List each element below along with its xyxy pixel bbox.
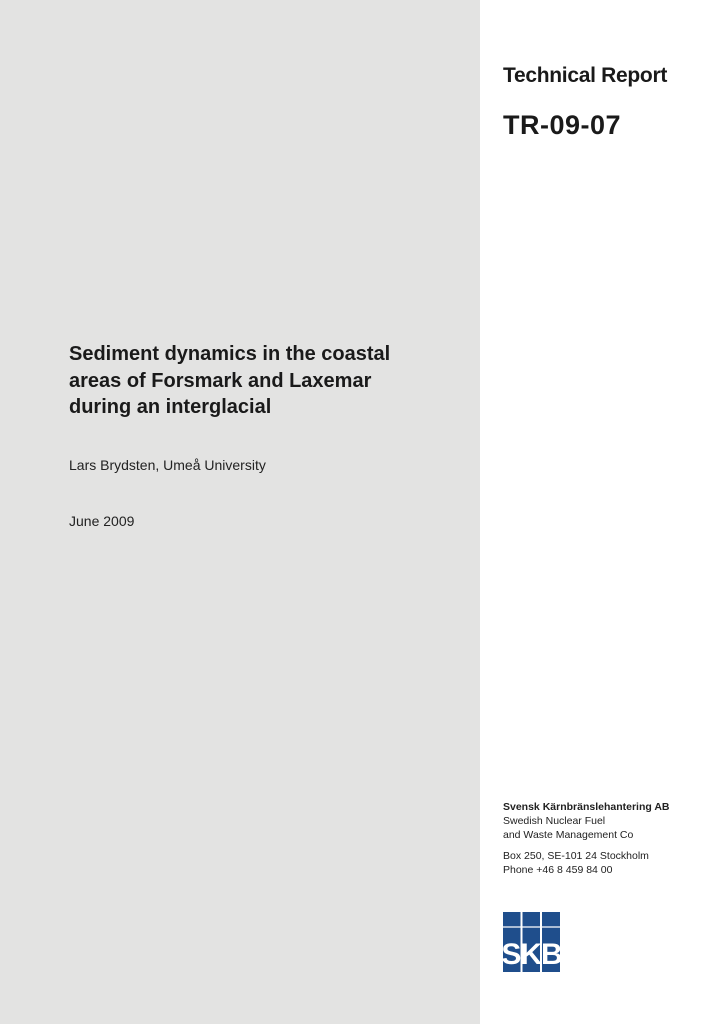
publisher-address: Box 250, SE-101 24 Stockholm bbox=[503, 850, 649, 862]
report-number: TR-09-07 bbox=[503, 110, 622, 140]
title-line: during an interglacial bbox=[69, 396, 272, 418]
skb-logo bbox=[503, 912, 560, 972]
title-line: areas of Forsmark and Laxemar bbox=[69, 369, 372, 392]
document-title bbox=[69, 341, 469, 421]
document-date: June 2009 bbox=[69, 513, 135, 529]
publisher-block bbox=[503, 800, 713, 877]
logo-text: SKB bbox=[503, 938, 560, 971]
publisher-description-line: and Waste Management Co bbox=[503, 829, 634, 841]
publisher-name: Svensk Kärnbränslehantering AB bbox=[503, 801, 670, 813]
publisher-phone: Phone +46 8 459 84 00 bbox=[503, 864, 613, 876]
publisher-description-line: Swedish Nuclear Fuel bbox=[503, 815, 606, 827]
title-line: Sediment dynamics in the coastal bbox=[69, 343, 391, 365]
report-type-label: Technical Report bbox=[503, 64, 668, 87]
document-author: Lars Brydsten, Umeå University bbox=[69, 457, 266, 473]
